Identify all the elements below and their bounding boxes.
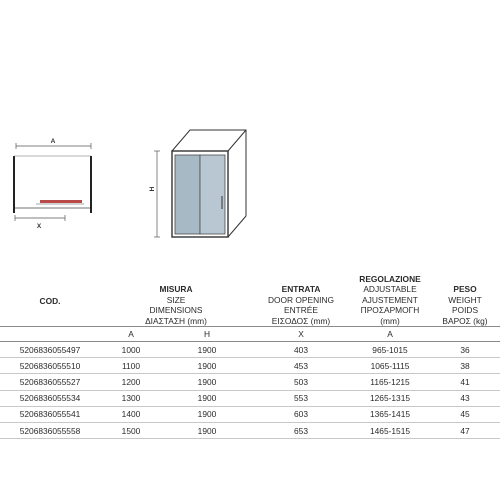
header-regolazione: REGOLAZIONE ADJUSTABLE AJUSTEMENT ΠΡΟΣΑΡΜΟΓΗ (mm) — [359, 273, 421, 326]
header-entrata: ENTRATA DOOR OPENING ENTRÉE ΕΙΣΟΔΟΣ (mm) — [267, 284, 335, 326]
perspective-view-drawing — [149, 130, 246, 237]
cell-code: 5206836055497 — [0, 342, 100, 358]
table-row — [0, 406, 500, 422]
subheader-h: H — [162, 327, 252, 342]
cell-x: 503 — [252, 374, 350, 390]
dimension-a-label: A — [50, 138, 56, 145]
cell-regolazione: 1165-1215 — [350, 374, 430, 390]
cell-a: 1500 — [100, 422, 162, 438]
cell-x: 553 — [252, 390, 350, 406]
cell-code: 5206836055541 — [0, 406, 100, 422]
cell-x: 403 — [252, 342, 350, 358]
table-row — [0, 342, 500, 358]
table-row — [0, 358, 500, 374]
cell-a: 1000 — [100, 342, 162, 358]
cell-regolazione: 1465-1515 — [350, 422, 430, 438]
cell-h: 1900 — [162, 390, 252, 406]
cell-peso: 36 — [430, 342, 500, 358]
header-misura: MISURA SIZE DIMENSIONS ΔΙΑΣΤΑΣΗ (mm) — [145, 284, 207, 326]
header-peso: PESO WEIGHT POIDS ΒΑΡΟΣ (kg) — [442, 284, 488, 326]
cell-code: 5206836055527 — [0, 374, 100, 390]
cell-regolazione: 965-1015 — [350, 342, 430, 358]
cell-x: 653 — [252, 422, 350, 438]
top-view-drawing — [14, 138, 91, 230]
cell-h: 1900 — [162, 406, 252, 422]
cell-peso: 43 — [430, 390, 500, 406]
cell-regolazione: 1265-1315 — [350, 390, 430, 406]
subheader-regolazione-a: A — [350, 327, 430, 342]
cell-peso: 47 — [430, 422, 500, 438]
header-cod: COD. — [39, 295, 61, 306]
table-row — [0, 422, 500, 438]
cell-regolazione: 1065-1115 — [350, 358, 430, 374]
door-panel-mark — [40, 200, 82, 203]
cell-h: 1900 — [162, 422, 252, 438]
dimension-h-label: H — [149, 186, 156, 192]
cell-a: 1300 — [100, 390, 162, 406]
subheader-a: A — [100, 327, 162, 342]
cell-a: 1400 — [100, 406, 162, 422]
table-row — [0, 374, 500, 390]
cell-code: 5206836055534 — [0, 390, 100, 406]
cell-x: 453 — [252, 358, 350, 374]
cell-peso: 45 — [430, 406, 500, 422]
cell-peso: 38 — [430, 358, 500, 374]
subheader-x: X — [252, 327, 350, 342]
cell-h: 1900 — [162, 342, 252, 358]
fixed-glass-panel — [175, 155, 200, 234]
cell-peso: 41 — [430, 374, 500, 390]
specification-table — [0, 262, 500, 439]
cell-a: 1200 — [100, 374, 162, 390]
cell-code: 5206836055558 — [0, 422, 100, 438]
cell-code: 5206836055510 — [0, 358, 100, 374]
cell-a: 1100 — [100, 358, 162, 374]
cell-h: 1900 — [162, 374, 252, 390]
dimension-x-label: X — [36, 223, 42, 230]
cell-x: 603 — [252, 406, 350, 422]
table-subheader-row — [0, 327, 500, 342]
table-row — [0, 390, 500, 406]
cell-h: 1900 — [162, 358, 252, 374]
cell-regolazione: 1365-1415 — [350, 406, 430, 422]
sliding-glass-panel — [200, 155, 225, 234]
table-header-row — [0, 262, 500, 327]
